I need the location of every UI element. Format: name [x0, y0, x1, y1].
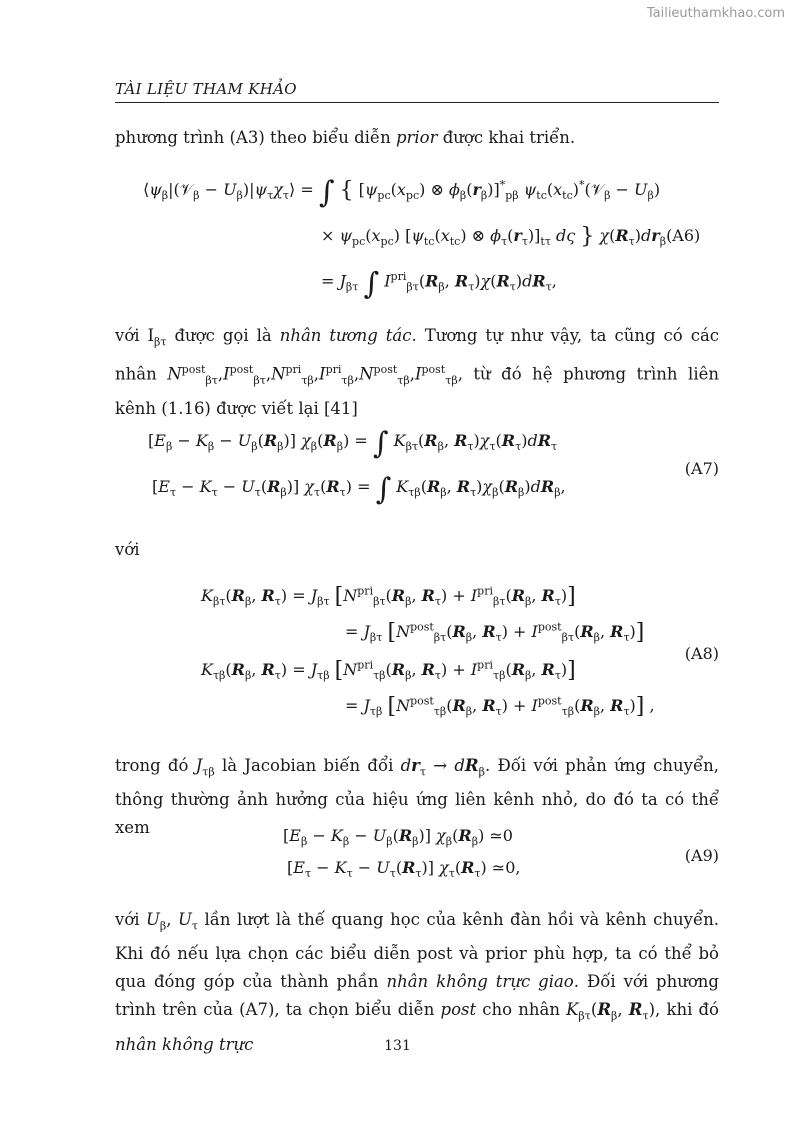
running-header: TÀI LIỆU THAM KHẢO: [115, 80, 297, 98]
page-number: 131: [384, 1038, 411, 1054]
paragraph-kernels: với $I_{\beta\tau}$ được gọi là nhân tương tác. Tương tự như vậy, ta cũng có các nhân $N^{post}_{\beta\tau},I^{post}_{\beta\tau},N^{pri}_{\tau\beta},I^{pri}_{\tau\beta},N^{post}_{\tau\beta},I^{post}_{\tau\beta}$, từ đó hệ phương trình liên kênh (1.16) được viết lại [41]: [115, 326, 720, 419]
p5-text-d: cho nhân: [476, 1000, 567, 1020]
intro-text: phương trình (A3) theo biểu diễn prior được khai triển.: [115, 128, 576, 147]
eq-a8-line3: $K_{\tau\beta}(R_\beta$, $R_\tau) = J_{\tau\beta}$ [$N^{pri}_{\tau\beta}(R_\beta$, $R_\tau) + I^{pri}_{\tau\beta}(R_\beta$, $R_\tau$)]: [201, 658, 576, 683]
p3-text: với: [115, 540, 140, 559]
equation-a8: [115, 578, 719, 728]
p2-emphasis: nhân tương tác: [279, 326, 412, 345]
p5-text-e: , khi đó: [655, 1000, 719, 1020]
eq-a9-number: (A9): [684, 846, 719, 865]
eq-a6-line3: = $J_{\beta\tau}$ ∫ $I^{pri}_{\beta\tau}(R_\beta$, $R_\tau)\chi(R_\tau)dR_\tau$,: [321, 266, 557, 302]
p5-emphasis-2: post: [440, 1000, 477, 1020]
equation-a6: [115, 170, 719, 300]
eq-a6-number: (A6): [666, 226, 701, 245]
eq-a7-number: (A7): [684, 459, 719, 478]
paragraph-with: [115, 536, 719, 564]
p2-text-a: với I: [115, 326, 155, 345]
p5-emphasis-3: nhân không trực: [115, 1034, 254, 1054]
eq-a8-line1: $K_{\beta\tau}(R_\beta$, $R_\tau) = J_{\beta\tau}$ [$N^{pri}_{\beta\tau}(R_\beta$, $R_\tau) + I^{pri}_{\beta\tau}(R_\beta$, $R_\tau$)]: [201, 584, 576, 609]
equation-a7: [115, 425, 719, 515]
watermark: Tailieuthamkhao.com: [646, 6, 785, 21]
eq-a6-line1: $⟨\psi_\beta|(𝒱_\beta$ − $U_\beta)|\psi_\tau\chi_\tau⟩$ = ∫ { [$\psi_{pc}(x_{pc})$ ⊗ $\phi_\beta(r_\beta)]^*_{p\beta}$ $\psi_{tc}(x_{tc})^*(𝒱_\beta - U_\beta)$: [143, 175, 661, 210]
p2-text-d: , từ đó hệ phương trình liên kênh (1.16) được viết lại [41]: [115, 364, 719, 419]
p2-text-b: được gọi là: [166, 326, 280, 345]
p4-text-c: . Đối với phản ứng chuyển, thông thường ảnh hưởng của hiệu ứng liên kênh nhỏ, do đó ta có thể xem: [115, 756, 719, 838]
p4-text-a: trong đó: [115, 756, 196, 775]
equation-a9: [115, 822, 719, 888]
eq-a6-line2: × $\psi_{pc}(x_{pc})$ [$\psi_{tc}(x_{tc})$ ⊗ $\phi_\tau(r_\tau)]_{t\tau}$ dς } $\chi(R_\tau)dr_\beta(A6)$: [321, 224, 701, 249]
eq-a8-line2: = $J_{\beta\tau}$ [$N^{post}_{\beta\tau}(R_\beta$, $R_\tau) + I^{post}_{\beta\tau}(R_\beta$, $R_\tau$)]: [345, 620, 645, 645]
eq-a7-line1: $[E_\beta - K_\beta - U_\beta(R_\beta)] \chi_\beta(R_\beta)$ = ∫ $K_{\beta\tau}(R_\beta$, $R_\tau)\chi_\tau(R_\tau)dR_\tau$: [148, 426, 558, 461]
p5-text-c: . Đối với phương trình trên của (A7), ta chọn biểu diễn: [115, 972, 719, 1020]
p5-text-b: lần lượt là thế quang học của kênh đàn hồi và kênh chuyển. Khi đó nếu lựa chọn các biểu diễn post và prior phù hợp, ta có thể bỏ qua đóng góp của thành phần: [115, 910, 720, 992]
eq-a8-line4: = $J_{\tau\beta}$ [$N^{post}_{\tau\beta}(R_\beta$, $R_\tau) + I^{post}_{\tau\beta}(R_\beta$, $R_\tau$)] ,: [345, 694, 655, 719]
p5-text-a: với: [115, 910, 147, 929]
p2-text-c: . Tương tự như vậy, ta cũng có các nhân: [115, 326, 720, 384]
header-rule: [115, 102, 719, 103]
eq-a7-line2: $[E_\tau - K_\tau - U_\tau(R_\beta)] \chi_\tau(R_\tau)$ = ∫ $K_{\tau\beta}(R_\beta$, $R_\tau)\chi_\beta(R_\beta)dR_\beta$,: [152, 472, 566, 507]
p5-emphasis-1: nhân không trực giao: [386, 972, 574, 992]
eq-a9-line1: $[E_\beta - K_\beta - U_\beta(R_\beta)]$ $\chi_\beta(R_\beta)$ ≃0: [283, 826, 513, 849]
paragraph-intro: [115, 124, 719, 152]
paragraph-potentials: với $U_\beta$, $U_\tau$ lần lượt là thế quang học của kênh đàn hồi và kênh chuyển. Khi đó nếu lựa chọn các biểu diễn post và prior phù hợp, ta có thể bỏ qua đóng góp của thành phần nhân không trực giao. Đối với phương trình trên của (A7), ta chọn biểu diễn post cho nhân $K_{\beta\tau}(R_\beta$, $R_\tau$), khi đó nhân không trực: [115, 910, 720, 1054]
p4-text-b: là Jacobian biến đổi: [214, 756, 401, 775]
eq-a9-line2: $[E_\tau - K_\tau - U_\tau(R_\tau)]$ $\chi_\tau(R_\tau)$ ≃0,: [287, 858, 521, 881]
eq-a8-number: (A8): [684, 644, 719, 663]
paragraph-jacobian: trong đó $J_{\tau\beta}$ là Jacobian biến đổi $dr_\tau \to dR_\beta$. Đối với phản ứng chuyển, thông thường ảnh hưởng của hiệu ứng liên kênh nhỏ, do đó ta có thể xem: [115, 756, 719, 838]
